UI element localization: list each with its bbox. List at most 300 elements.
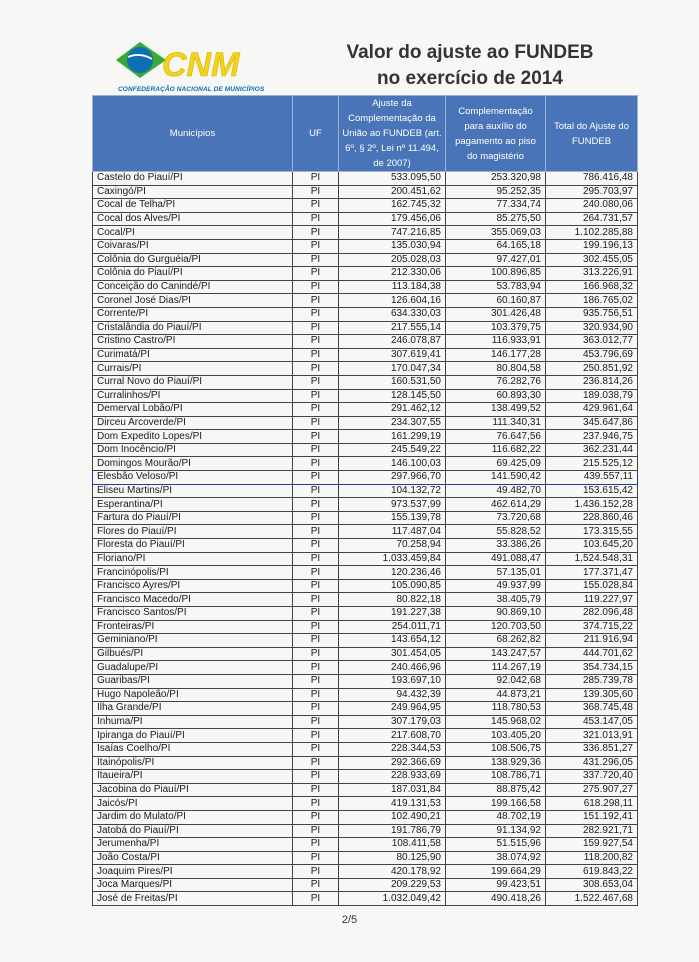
column-header-uf: UF — [293, 96, 339, 172]
total-cell: 236.814,26 — [546, 375, 638, 389]
ajuste-cell: 245.549,22 — [339, 443, 446, 457]
ajuste-cell: 187.031,84 — [339, 783, 446, 797]
column-header-complementacao-piso: Complementação para auxílio do pagamento ao piso do magistério — [446, 96, 546, 172]
complementacao-cell: 92.042,68 — [446, 674, 546, 688]
ajuste-cell: 533.095,50 — [339, 172, 446, 186]
table-body — [93, 172, 638, 906]
uf-cell: PI — [293, 280, 339, 294]
complementacao-cell: 85.275,50 — [446, 212, 546, 226]
title-line-1: Valor do ajuste ao FUNDEB — [346, 42, 594, 63]
table-row — [93, 403, 638, 417]
municipio-cell: Dirceu Arcoverde/PI — [93, 416, 293, 430]
ajuste-cell: 120.236,46 — [339, 566, 446, 580]
ajuste-cell: 191.786,79 — [339, 824, 446, 838]
table-row — [93, 715, 638, 729]
uf-cell: PI — [293, 239, 339, 253]
complementacao-cell: 95.252,35 — [446, 185, 546, 199]
ajuste-cell: 80.125,90 — [339, 851, 446, 865]
uf-cell: PI — [293, 172, 339, 186]
table-row — [93, 253, 638, 267]
table-row — [93, 362, 638, 376]
uf-cell: PI — [293, 607, 339, 621]
ajuste-cell: 117.487,04 — [339, 525, 446, 539]
municipio-cell: Itainópolis/PI — [93, 756, 293, 770]
total-cell: 155.028,84 — [546, 579, 638, 593]
uf-cell: PI — [293, 892, 339, 906]
complementacao-cell: 60.893,30 — [446, 389, 546, 403]
column-header-ajuste-complementacao: Ajuste da Complementação da União ao FUNDEB (art. 6º, § 2º, Lei nº 11.494, de 2007) — [339, 96, 446, 172]
municipio-cell: Jaicós/PI — [93, 797, 293, 811]
total-cell: 313.226,91 — [546, 267, 638, 281]
uf-cell: PI — [293, 498, 339, 512]
municipio-cell: Curralinhos/PI — [93, 389, 293, 403]
uf-cell: PI — [293, 403, 339, 417]
total-cell: 1.524.548,31 — [546, 552, 638, 566]
ajuste-cell: 170.047,34 — [339, 362, 446, 376]
table-row — [93, 634, 638, 648]
table-row — [93, 824, 638, 838]
uf-cell: PI — [293, 715, 339, 729]
title-line-2: no exercício de 2014 — [377, 68, 563, 89]
table-row — [93, 199, 638, 213]
total-cell: 285.739,78 — [546, 674, 638, 688]
uf-cell: PI — [293, 294, 339, 308]
municipio-cell: Ilha Grande/PI — [93, 702, 293, 716]
uf-cell: PI — [293, 797, 339, 811]
table-row — [93, 620, 638, 634]
municipio-cell: Gilbués/PI — [93, 647, 293, 661]
complementacao-cell: 69.425,09 — [446, 457, 546, 471]
uf-cell: PI — [293, 688, 339, 702]
total-cell: 368.745,48 — [546, 702, 638, 716]
table-row — [93, 742, 638, 756]
uf-cell: PI — [293, 267, 339, 281]
municipio-cell: Francisco Ayres/PI — [93, 579, 293, 593]
ajuste-cell: 301.454,05 — [339, 647, 446, 661]
ajuste-cell: 1.032.049,42 — [339, 892, 446, 906]
table-row — [93, 307, 638, 321]
municipio-cell: Jatobá do Piauí/PI — [93, 824, 293, 838]
complementacao-cell: 38.405,79 — [446, 593, 546, 607]
municipio-cell: Cocal/PI — [93, 226, 293, 240]
ajuste-cell: 292.366,69 — [339, 756, 446, 770]
table-row — [93, 498, 638, 512]
total-cell: 431.296,05 — [546, 756, 638, 770]
uf-cell: PI — [293, 661, 339, 675]
ajuste-cell: 70.258,94 — [339, 539, 446, 553]
uf-cell: PI — [293, 307, 339, 321]
total-cell: 119.227,97 — [546, 593, 638, 607]
uf-cell: PI — [293, 457, 339, 471]
uf-cell: PI — [293, 729, 339, 743]
table-row — [93, 471, 638, 485]
complementacao-cell: 49.482,70 — [446, 484, 546, 498]
ajuste-cell: 240.466,96 — [339, 661, 446, 675]
municipio-cell: Coronel José Dias/PI — [93, 294, 293, 308]
municipio-cell: Fartura do Piauí/PI — [93, 511, 293, 525]
complementacao-cell: 73.720,68 — [446, 511, 546, 525]
municipio-cell: Fronteiras/PI — [93, 620, 293, 634]
total-cell: 453.796,69 — [546, 348, 638, 362]
uf-cell: PI — [293, 471, 339, 485]
uf-cell: PI — [293, 321, 339, 335]
table-row — [93, 457, 638, 471]
total-cell: 1.522.467,68 — [546, 892, 638, 906]
table-row — [93, 294, 638, 308]
uf-cell: PI — [293, 647, 339, 661]
municipio-cell: Jerumenha/PI — [93, 838, 293, 852]
table-row — [93, 226, 638, 240]
complementacao-cell: 462.614,29 — [446, 498, 546, 512]
total-cell: 337.720,40 — [546, 770, 638, 784]
uf-cell: PI — [293, 375, 339, 389]
table-row — [93, 607, 638, 621]
total-cell: 308.653,04 — [546, 878, 638, 892]
table-row — [93, 865, 638, 879]
ajuste-cell: 108.411,58 — [339, 838, 446, 852]
complementacao-cell: 68.262,82 — [446, 634, 546, 648]
uf-cell: PI — [293, 416, 339, 430]
ajuste-cell: 135.030,94 — [339, 239, 446, 253]
table-row — [93, 729, 638, 743]
ajuste-cell: 973.537,99 — [339, 498, 446, 512]
municipio-cell: Cocal dos Alves/PI — [93, 212, 293, 226]
municipio-cell: Isaías Coelho/PI — [93, 742, 293, 756]
total-cell: 320.934,90 — [546, 321, 638, 335]
municipio-cell: Esperantina/PI — [93, 498, 293, 512]
table-row — [93, 593, 638, 607]
logo-caption: CONFEDERAÇÃO NACIONAL DE MUNICÍPIOS — [118, 86, 265, 93]
municipio-cell: Demerval Lobão/PI — [93, 403, 293, 417]
complementacao-cell: 146.177,28 — [446, 348, 546, 362]
municipio-cell: Hugo Napoleão/PI — [93, 688, 293, 702]
complementacao-cell: 91.134,92 — [446, 824, 546, 838]
fundeb-table — [92, 95, 638, 906]
municipio-cell: Elesbão Veloso/PI — [93, 471, 293, 485]
ajuste-cell: 747.216,85 — [339, 226, 446, 240]
municipio-cell: Guaribas/PI — [93, 674, 293, 688]
ajuste-cell: 191.227,38 — [339, 607, 446, 621]
total-cell: 153.615,42 — [546, 484, 638, 498]
complementacao-cell: 97.427,01 — [446, 253, 546, 267]
municipio-cell: Francisco Macedo/PI — [93, 593, 293, 607]
total-cell: 336.851,27 — [546, 742, 638, 756]
complementacao-cell: 114.267,19 — [446, 661, 546, 675]
complementacao-cell: 88.875,42 — [446, 783, 546, 797]
complementacao-cell: 116.682,22 — [446, 443, 546, 457]
uf-cell: PI — [293, 702, 339, 716]
complementacao-cell: 118.780,53 — [446, 702, 546, 716]
table-row — [93, 783, 638, 797]
uf-cell: PI — [293, 783, 339, 797]
ajuste-cell: 234.307,55 — [339, 416, 446, 430]
uf-cell: PI — [293, 443, 339, 457]
municipio-cell: Colônia do Piauí/PI — [93, 267, 293, 281]
table-row — [93, 702, 638, 716]
ajuste-cell: 146.100,03 — [339, 457, 446, 471]
complementacao-cell: 120.703,50 — [446, 620, 546, 634]
ajuste-cell: 228.933,69 — [339, 770, 446, 784]
page-title — [330, 40, 610, 92]
total-cell: 166.968,32 — [546, 280, 638, 294]
table-row — [93, 185, 638, 199]
complementacao-cell: 138.499,52 — [446, 403, 546, 417]
complementacao-cell: 301.426,48 — [446, 307, 546, 321]
municipio-cell: Curimatá/PI — [93, 348, 293, 362]
total-cell: 215.525,12 — [546, 457, 638, 471]
uf-cell: PI — [293, 770, 339, 784]
ajuste-cell: 307.619,41 — [339, 348, 446, 362]
table-row — [93, 484, 638, 498]
ajuste-cell: 126.604,16 — [339, 294, 446, 308]
page-number: 2/5 — [341, 914, 358, 926]
municipio-cell: Floriano/PI — [93, 552, 293, 566]
total-cell: 189.038,79 — [546, 389, 638, 403]
ajuste-cell: 228.344,53 — [339, 742, 446, 756]
total-cell: 362.231,44 — [546, 443, 638, 457]
table-row — [93, 661, 638, 675]
ajuste-cell: 419.131,53 — [339, 797, 446, 811]
ajuste-cell: 155.139,78 — [339, 511, 446, 525]
table-row — [93, 566, 638, 580]
total-cell: 159.927,54 — [546, 838, 638, 852]
complementacao-cell: 199.166,58 — [446, 797, 546, 811]
table-row — [93, 552, 638, 566]
complementacao-cell: 253.320,98 — [446, 172, 546, 186]
ajuste-cell: 160.531,50 — [339, 375, 446, 389]
complementacao-cell: 90.869,10 — [446, 607, 546, 621]
municipio-cell: Caxingó/PI — [93, 185, 293, 199]
total-cell: 103.645,20 — [546, 539, 638, 553]
table-row — [93, 443, 638, 457]
complementacao-cell: 108.506,75 — [446, 742, 546, 756]
municipio-cell: Jardim do Mulato/PI — [93, 810, 293, 824]
uf-cell: PI — [293, 620, 339, 634]
ajuste-cell: 94.432,39 — [339, 688, 446, 702]
table-row — [93, 239, 638, 253]
table-row — [93, 892, 638, 906]
table-row — [93, 838, 638, 852]
total-cell: 444.701,62 — [546, 647, 638, 661]
municipio-cell: Cristalândia do Piauí/PI — [93, 321, 293, 335]
complementacao-cell: 60.160,87 — [446, 294, 546, 308]
municipio-cell: Francinópolis/PI — [93, 566, 293, 580]
ajuste-cell: 161.299,19 — [339, 430, 446, 444]
table-row — [93, 212, 638, 226]
ajuste-cell: 297.966,70 — [339, 471, 446, 485]
complementacao-cell: 76.647,56 — [446, 430, 546, 444]
table-row — [93, 539, 638, 553]
complementacao-cell: 80.804,58 — [446, 362, 546, 376]
uf-cell: PI — [293, 199, 339, 213]
municipio-cell: Eliseu Martins/PI — [93, 484, 293, 498]
uf-cell: PI — [293, 335, 339, 349]
total-cell: 173.315,55 — [546, 525, 638, 539]
total-cell: 282.921,71 — [546, 824, 638, 838]
total-cell: 199.196,13 — [546, 239, 638, 253]
table-row — [93, 321, 638, 335]
table-row — [93, 172, 638, 186]
total-cell: 619.843,22 — [546, 865, 638, 879]
uf-cell: PI — [293, 253, 339, 267]
ajuste-cell: 193.697,10 — [339, 674, 446, 688]
column-header-municipios: Municípios — [93, 96, 293, 172]
total-cell: 374.715,22 — [546, 620, 638, 634]
ajuste-cell: 307.179,03 — [339, 715, 446, 729]
complementacao-cell: 100.896,85 — [446, 267, 546, 281]
total-cell: 151.192,41 — [546, 810, 638, 824]
table-row — [93, 797, 638, 811]
uf-cell: PI — [293, 484, 339, 498]
total-cell: 282.096,48 — [546, 607, 638, 621]
total-cell: 211.916,94 — [546, 634, 638, 648]
table-row — [93, 430, 638, 444]
total-cell: 439.557,11 — [546, 471, 638, 485]
table-row — [93, 878, 638, 892]
municipio-cell: Coivaras/PI — [93, 239, 293, 253]
municipio-cell: Cocal de Telha/PI — [93, 199, 293, 213]
total-cell: 429.961,64 — [546, 403, 638, 417]
total-cell: 618.298,11 — [546, 797, 638, 811]
municipio-cell: Dom Expedito Lopes/PI — [93, 430, 293, 444]
complementacao-cell: 44.873,21 — [446, 688, 546, 702]
municipio-cell: Floresta do Piauí/PI — [93, 539, 293, 553]
municipio-cell: Domingos Mourão/PI — [93, 457, 293, 471]
ajuste-cell: 1.033.459,84 — [339, 552, 446, 566]
ajuste-cell: 420.178,92 — [339, 865, 446, 879]
complementacao-cell: 99.423,51 — [446, 878, 546, 892]
ajuste-cell: 246.078,87 — [339, 335, 446, 349]
table-row — [93, 647, 638, 661]
complementacao-cell: 38.074,92 — [446, 851, 546, 865]
ajuste-cell: 205.028,03 — [339, 253, 446, 267]
column-header-total-ajuste: Total do Ajuste do FUNDEB — [546, 96, 638, 172]
uf-cell: PI — [293, 865, 339, 879]
total-cell: 186.765,02 — [546, 294, 638, 308]
uf-cell: PI — [293, 674, 339, 688]
complementacao-cell: 55.828,52 — [446, 525, 546, 539]
complementacao-cell: 138.929,36 — [446, 756, 546, 770]
complementacao-cell: 53.783,94 — [446, 280, 546, 294]
table-row — [93, 810, 638, 824]
ajuste-cell: 634.330,03 — [339, 307, 446, 321]
uf-cell: PI — [293, 226, 339, 240]
ajuste-cell: 143.654,12 — [339, 634, 446, 648]
ajuste-cell: 254.011,71 — [339, 620, 446, 634]
uf-cell: PI — [293, 838, 339, 852]
table-row — [93, 770, 638, 784]
municipio-cell: João Costa/PI — [93, 851, 293, 865]
municipio-cell: Cristino Castro/PI — [93, 335, 293, 349]
ajuste-cell: 105.090,85 — [339, 579, 446, 593]
ajuste-cell: 217.555,14 — [339, 321, 446, 335]
uf-cell: PI — [293, 810, 339, 824]
ajuste-cell: 80.822,18 — [339, 593, 446, 607]
table-row — [93, 511, 638, 525]
uf-cell: PI — [293, 742, 339, 756]
municipio-cell: Geminiano/PI — [93, 634, 293, 648]
logo-wordmark: CNM — [162, 46, 240, 84]
complementacao-cell: 103.405,20 — [446, 729, 546, 743]
table-row — [93, 416, 638, 430]
municipio-cell: Flores do Piauí/PI — [93, 525, 293, 539]
table-row — [93, 579, 638, 593]
ajuste-cell: 209.229,53 — [339, 878, 446, 892]
total-cell: 363.012,77 — [546, 335, 638, 349]
uf-cell: PI — [293, 430, 339, 444]
uf-cell: PI — [293, 552, 339, 566]
complementacao-cell: 490.418,26 — [446, 892, 546, 906]
complementacao-cell: 355.069,03 — [446, 226, 546, 240]
complementacao-cell: 77.334,74 — [446, 199, 546, 213]
complementacao-cell: 491.088,47 — [446, 552, 546, 566]
ajuste-cell: 249.964,95 — [339, 702, 446, 716]
municipio-cell: Colônia do Gurguéia/PI — [93, 253, 293, 267]
complementacao-cell: 76.282,76 — [446, 375, 546, 389]
total-cell: 1.436.152,28 — [546, 498, 638, 512]
table-row — [93, 348, 638, 362]
table-header-row — [93, 96, 638, 172]
ajuste-cell: 291.462,12 — [339, 403, 446, 417]
ajuste-cell: 212.330,06 — [339, 267, 446, 281]
complementacao-cell: 111.340,31 — [446, 416, 546, 430]
uf-cell: PI — [293, 566, 339, 580]
uf-cell: PI — [293, 851, 339, 865]
ajuste-cell: 179.456,06 — [339, 212, 446, 226]
table-row — [93, 674, 638, 688]
complementacao-cell: 49.937,99 — [446, 579, 546, 593]
total-cell: 302.455,05 — [546, 253, 638, 267]
uf-cell: PI — [293, 362, 339, 376]
uf-cell: PI — [293, 824, 339, 838]
uf-cell: PI — [293, 348, 339, 362]
total-cell: 453.147,05 — [546, 715, 638, 729]
total-cell: 139.305,60 — [546, 688, 638, 702]
municipio-cell: Guadalupe/PI — [93, 661, 293, 675]
municipio-cell: Inhuma/PI — [93, 715, 293, 729]
table-row — [93, 280, 638, 294]
municipio-cell: Joca Marques/PI — [93, 878, 293, 892]
municipio-cell: Ipiranga do Piauí/PI — [93, 729, 293, 743]
total-cell: 228.860,46 — [546, 511, 638, 525]
complementacao-cell: 145.968,02 — [446, 715, 546, 729]
total-cell: 935.756,51 — [546, 307, 638, 321]
total-cell: 240.080,06 — [546, 199, 638, 213]
table-row — [93, 389, 638, 403]
table-row — [93, 688, 638, 702]
table-row — [93, 267, 638, 281]
municipio-cell: Conceição do Canindé/PI — [93, 280, 293, 294]
complementacao-cell: 64.165,18 — [446, 239, 546, 253]
uf-cell: PI — [293, 634, 339, 648]
ajuste-cell: 102.490,21 — [339, 810, 446, 824]
municipio-cell: Joaquim Pires/PI — [93, 865, 293, 879]
municipio-cell: Dom Inocêncio/PI — [93, 443, 293, 457]
table-row — [93, 525, 638, 539]
table-row — [93, 335, 638, 349]
complementacao-cell: 108.786,71 — [446, 770, 546, 784]
ajuste-cell: 113.184,38 — [339, 280, 446, 294]
uf-cell: PI — [293, 185, 339, 199]
uf-cell: PI — [293, 878, 339, 892]
total-cell: 354.734,15 — [546, 661, 638, 675]
total-cell: 177.371,47 — [546, 566, 638, 580]
table-row — [93, 375, 638, 389]
ajuste-cell: 104.132,72 — [339, 484, 446, 498]
complementacao-cell: 57.135,01 — [446, 566, 546, 580]
complementacao-cell: 116.933,91 — [446, 335, 546, 349]
uf-cell: PI — [293, 212, 339, 226]
